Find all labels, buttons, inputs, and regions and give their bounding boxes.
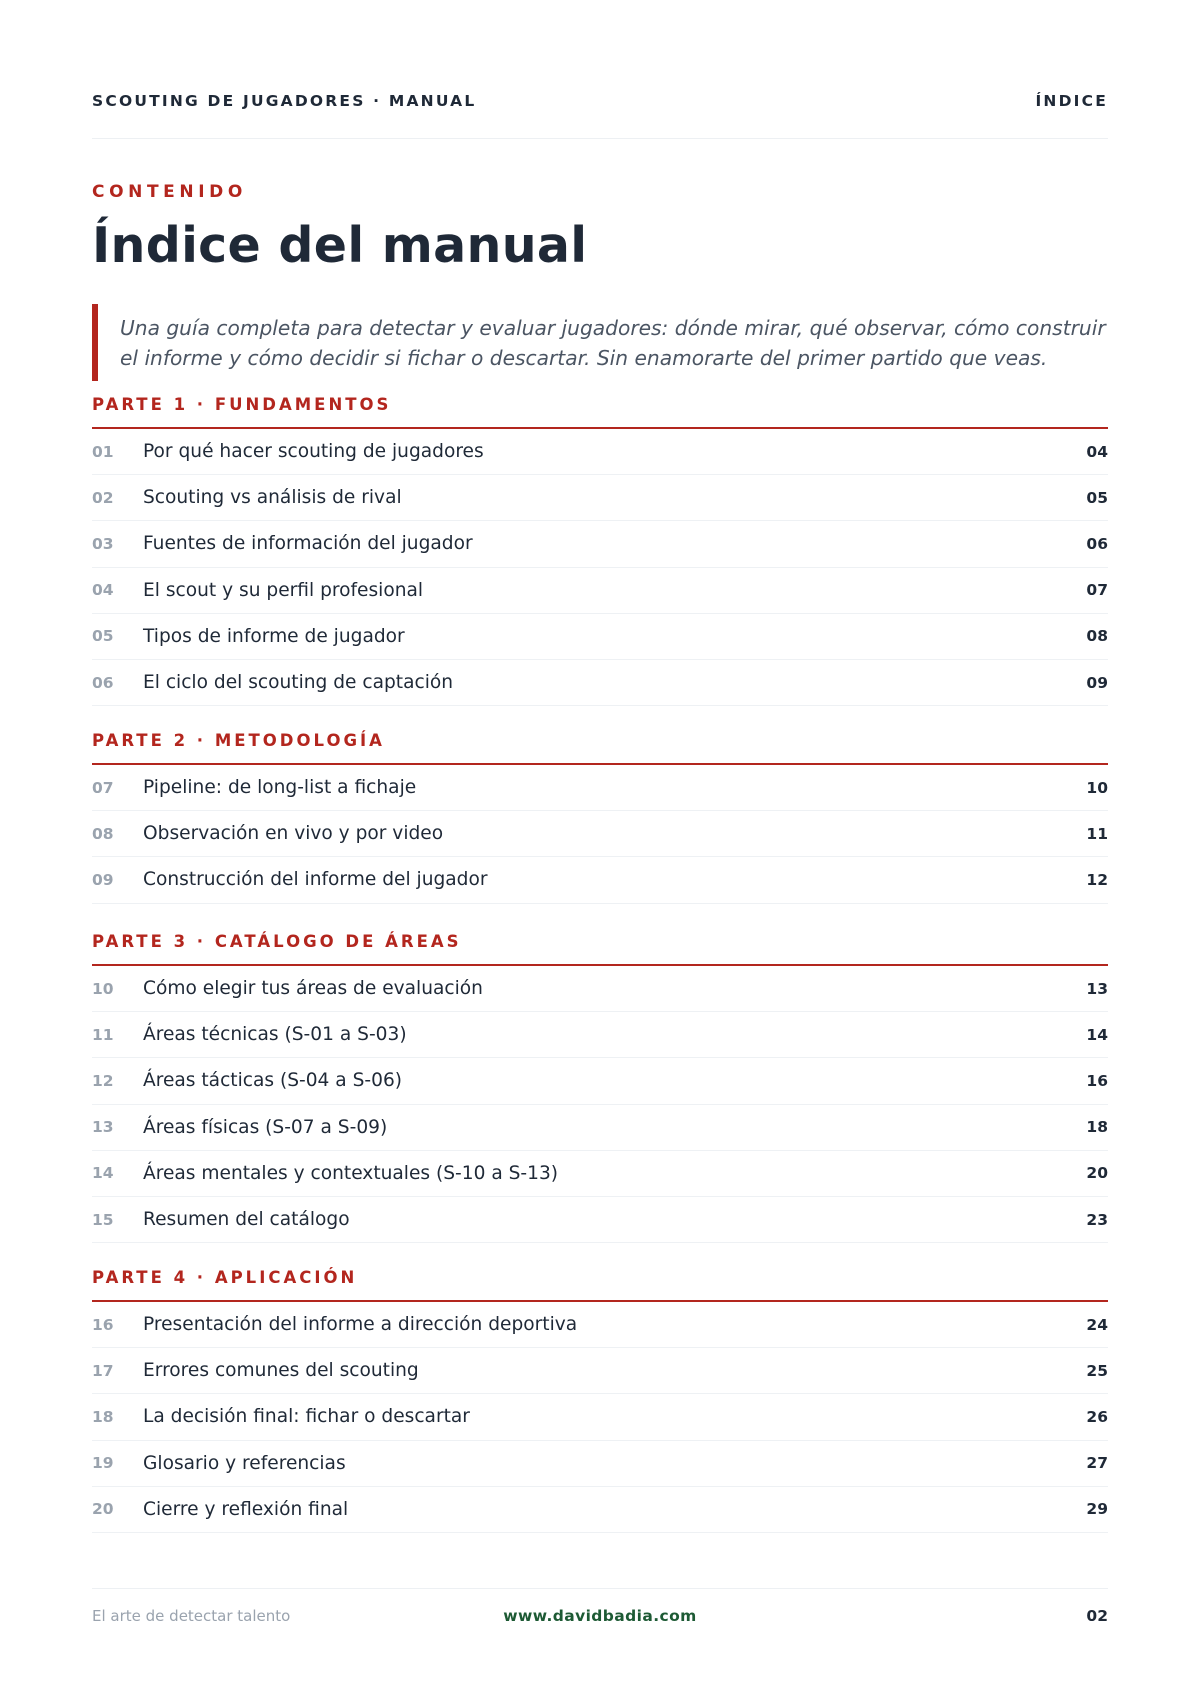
entry-title: Áreas físicas (S-07 a S-09) bbox=[143, 1116, 388, 1138]
toc-entry[interactable] bbox=[92, 614, 1108, 660]
toc-entry[interactable] bbox=[92, 1302, 1108, 1348]
entry-page: 24 bbox=[1086, 1315, 1108, 1334]
entry-number: 13 bbox=[92, 1118, 114, 1137]
entry-number: 04 bbox=[92, 581, 114, 600]
intro-quote bbox=[92, 304, 1108, 381]
toc-entry[interactable] bbox=[92, 475, 1108, 521]
entry-title: La decisión final: fichar o descartar bbox=[143, 1406, 470, 1428]
toc-part-4 bbox=[92, 1264, 1108, 1533]
entry-number: 14 bbox=[92, 1164, 114, 1183]
entry-title: Cierre y reflexión final bbox=[143, 1498, 349, 1520]
part-heading: PARTE 1 · FUNDAMENTOS bbox=[92, 391, 1108, 429]
page-number: 02 bbox=[1086, 1607, 1108, 1625]
entry-page: 18 bbox=[1086, 1118, 1108, 1137]
toc-entry[interactable] bbox=[92, 1441, 1108, 1487]
section-eyebrow: CONTENIDO bbox=[92, 182, 247, 202]
entry-number: 10 bbox=[92, 979, 114, 998]
toc-part-1 bbox=[92, 391, 1108, 706]
toc-entry[interactable] bbox=[92, 1197, 1108, 1243]
part-heading: PARTE 4 · APLICACIÓN bbox=[92, 1264, 1108, 1302]
entry-page: 23 bbox=[1086, 1210, 1108, 1229]
entry-title: Construcción del informe del jugador bbox=[143, 869, 488, 891]
entry-page: 25 bbox=[1086, 1361, 1108, 1380]
toc-entry[interactable] bbox=[92, 1105, 1108, 1151]
entry-title: Áreas mentales y contextuales (S-10 a S-13) bbox=[143, 1162, 559, 1184]
entry-page: 14 bbox=[1086, 1025, 1108, 1044]
entry-title: Fuentes de información del jugador bbox=[143, 533, 473, 555]
entry-page: 07 bbox=[1086, 581, 1108, 600]
toc-entry[interactable] bbox=[92, 1151, 1108, 1197]
entry-number: 12 bbox=[92, 1071, 114, 1090]
entry-number: 02 bbox=[92, 488, 114, 507]
toc-entry[interactable] bbox=[92, 1012, 1108, 1058]
entry-title: Cómo elegir tus áreas de evaluación bbox=[143, 978, 483, 1000]
footer-divider bbox=[92, 1588, 1108, 1589]
running-header bbox=[92, 92, 1108, 110]
header-section-label: ÍNDICE bbox=[1035, 92, 1108, 110]
entry-title: Presentación del informe a dirección deportiva bbox=[143, 1314, 578, 1336]
entry-page: 08 bbox=[1086, 627, 1108, 646]
entry-title: Resumen del catálogo bbox=[143, 1209, 350, 1231]
entry-page: 06 bbox=[1086, 534, 1108, 553]
toc-entry[interactable] bbox=[92, 966, 1108, 1012]
entry-number: 09 bbox=[92, 870, 114, 889]
entry-title: Áreas tácticas (S-04 a S-06) bbox=[143, 1070, 403, 1092]
entry-title: El scout y su perfil profesional bbox=[143, 579, 424, 601]
entry-number: 03 bbox=[92, 534, 114, 553]
entry-number: 06 bbox=[92, 673, 114, 692]
entry-page: 26 bbox=[1086, 1407, 1108, 1426]
entry-title: Observación en vivo y por video bbox=[143, 823, 444, 845]
entry-number: 18 bbox=[92, 1407, 114, 1426]
page-title: Índice del manual bbox=[92, 217, 588, 274]
entry-title: El ciclo del scouting de captación bbox=[143, 672, 454, 694]
toc-entry[interactable] bbox=[92, 521, 1108, 567]
toc-list bbox=[92, 1302, 1108, 1533]
entry-number: 20 bbox=[92, 1500, 114, 1519]
entry-number: 17 bbox=[92, 1361, 114, 1380]
entry-title: Scouting vs análisis de rival bbox=[143, 487, 402, 509]
entry-number: 11 bbox=[92, 1025, 114, 1044]
toc-list bbox=[92, 429, 1108, 706]
toc-list bbox=[92, 966, 1108, 1243]
entry-page: 16 bbox=[1086, 1071, 1108, 1090]
manual-page bbox=[92, 0, 1108, 1683]
toc-entry[interactable] bbox=[92, 1394, 1108, 1440]
entry-page: 09 bbox=[1086, 673, 1108, 692]
entry-title: Áreas técnicas (S-01 a S-03) bbox=[143, 1024, 407, 1046]
entry-page: 11 bbox=[1086, 824, 1108, 843]
toc-entry[interactable] bbox=[92, 765, 1108, 811]
part-heading: PARTE 3 · CATÁLOGO DE ÁREAS bbox=[92, 928, 1108, 966]
toc-part-2 bbox=[92, 727, 1108, 904]
entry-page: 13 bbox=[1086, 979, 1108, 998]
header-divider bbox=[92, 138, 1108, 139]
toc-entry[interactable] bbox=[92, 1058, 1108, 1104]
toc-list bbox=[92, 765, 1108, 904]
entry-number: 08 bbox=[92, 824, 114, 843]
toc-entry[interactable] bbox=[92, 1348, 1108, 1394]
entry-title: Pipeline: de long-list a fichaje bbox=[143, 777, 417, 799]
toc-entry[interactable] bbox=[92, 568, 1108, 614]
entry-number: 07 bbox=[92, 778, 114, 797]
entry-title: Tipos de informe de jugador bbox=[143, 625, 405, 647]
toc-part-3 bbox=[92, 928, 1108, 1243]
footer-website-link[interactable]: www.davidbadia.com bbox=[503, 1607, 697, 1625]
entry-number: 16 bbox=[92, 1315, 114, 1334]
page-footer bbox=[92, 1607, 1108, 1625]
entry-page: 12 bbox=[1086, 870, 1108, 889]
entry-page: 20 bbox=[1086, 1164, 1108, 1183]
intro-text: Una guía completa para detectar y evaluar jugadores: dónde mirar, qué observar, cómo construir el informe y cómo decidir si fichar o descartar. Sin enamorarte del primer partido que veas. bbox=[120, 316, 1106, 370]
header-document-title: SCOUTING DE JUGADORES · MANUAL bbox=[92, 92, 477, 110]
toc-entry[interactable] bbox=[92, 429, 1108, 475]
entry-number: 15 bbox=[92, 1210, 114, 1229]
entry-title: Glosario y referencias bbox=[143, 1452, 346, 1474]
entry-page: 10 bbox=[1086, 778, 1108, 797]
entry-page: 04 bbox=[1086, 442, 1108, 461]
toc-entry[interactable] bbox=[92, 811, 1108, 857]
entry-page: 05 bbox=[1086, 488, 1108, 507]
entry-page: 27 bbox=[1086, 1454, 1108, 1473]
footer-tagline: El arte de detectar talento bbox=[92, 1607, 291, 1625]
entry-number: 05 bbox=[92, 627, 114, 646]
entry-number: 01 bbox=[92, 442, 114, 461]
entry-number: 19 bbox=[92, 1454, 114, 1473]
entry-page: 29 bbox=[1086, 1500, 1108, 1519]
entry-title: Errores comunes del scouting bbox=[143, 1360, 419, 1382]
toc-entry[interactable] bbox=[92, 660, 1108, 706]
toc-entry[interactable] bbox=[92, 1487, 1108, 1533]
part-heading: PARTE 2 · METODOLOGÍA bbox=[92, 727, 1108, 765]
entry-title: Por qué hacer scouting de jugadores bbox=[143, 441, 484, 463]
toc-entry[interactable] bbox=[92, 857, 1108, 903]
